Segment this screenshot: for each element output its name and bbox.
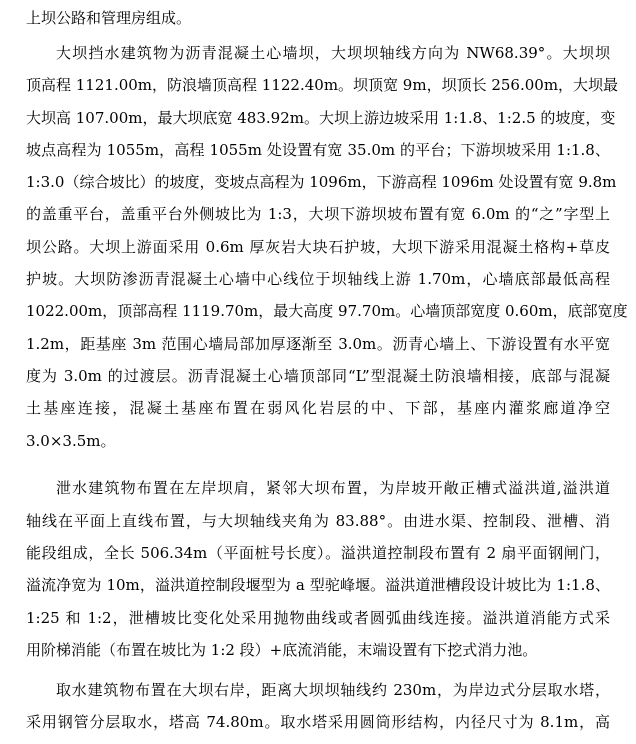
text-line: 1.2m，距基座 3m 范围心墙局部加厚逐渐至 3.0m。沥青心墙上、下游设置有水平宽 [26,335,610,353]
text-line: 上坝公路和管理房组成。 [26,9,192,27]
text-line: 坝公路。大坝上游面采用 0.6m 厚灰岩大块石护坡，大坝下游采用混凝土格构+草皮 [26,238,610,256]
text-line: 1:3.0（综合坡比）的坡度，变坡点高程为 1096m，下游高程 1096m 处设置有宽 9.8m [26,173,617,191]
text-line: 度为 3.0m 的过渡层。沥青混凝土心墙顶部同“L”型混凝土防浪墙相接，底部与混凝 [26,367,610,385]
text-line: 溢流净宽为 10m，溢洪道控制段堰型为 a 型驼峰堰。溢洪道泄槽段设计坡比为 1:1.8、 [26,576,610,594]
text-line: 护坡。大坝防渗沥青混凝土心墙中心线位于坝轴线上游 1.70m，心墙底部最低高程 [26,270,610,288]
text-line: 土基座连接，混凝土基座布置在弱风化岩层的中、下部，基座内灌浆廊道净空 [26,399,610,417]
text-line: 3.0×3.5m。 [26,432,116,450]
text-line: 轴线在平面上直线布置，与大坝轴线夹角为 83.88°。由进水渠、控制段、泄槽、消 [26,512,610,530]
text-line: 的盖重平台，盖重平台外侧坡比为 1:3，大坝下游坝坡布置有宽 6.0m 的“之”字型上 [26,205,610,223]
text-line: 大坝挡水建筑物为沥青混凝土心墙坝，大坝坝轴线方向为 NW68.39°。大坝坝 [56,44,610,62]
text-line: 采用钢管分层取水，塔高 74.80m。取水塔采用圆筒形结构，内径尺寸为 8.1m，高 [26,713,610,731]
text-line: 坡点高程为 1055m，高程 1055m 处设置有宽 35.0m 的平台；下游坝坡采用 1:1.8、 [26,141,610,159]
text-line: 大坝高 107.00m，最大坝底宽 483.92m。大坝上游边坡采用 1:1.8、1:2.5 的坡度，变 [26,109,616,127]
text-line: 取水建筑物布置在大坝右岸，距离大坝坝轴线约 230m，为岸边式分层取水塔， [56,681,610,699]
text-line: 能段组成，全长 506.34m（平面桩号长度）。溢洪道控制段布置有 2 扇平面钢闸门， [26,544,610,562]
text-line: 顶高程 1121.00m，防浪墙顶高程 1122.40m。坝顶宽 9m，坝顶长 256.00m，大坝最 [26,76,619,94]
text-line: 用阶梯消能（布置在坡比为 1:2 段）+底流消能，末端设置有下挖式消力池。 [26,641,538,659]
text-line: 1:25 和 1:2，泄槽坡比变化处采用抛物曲线或者圆弧曲线连接。溢洪道消能方式采 [26,609,610,627]
text-line: 泄水建筑物布置在左岸坝肩，紧邻大坝布置，为岸坡开敞正槽式溢洪道,溢洪道 [56,479,610,497]
text-line: 1022.00m，顶部高程 1119.70m，最大高度 97.70m。心墙顶部宽度 0.60m，底部宽度 [26,302,628,320]
